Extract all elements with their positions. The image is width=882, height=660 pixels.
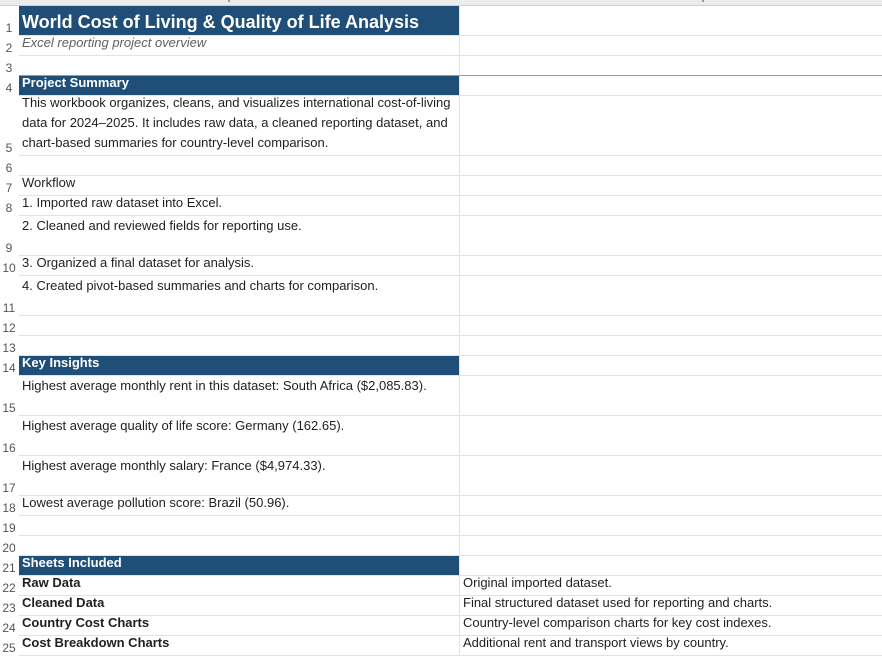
row-number[interactable]: 14 — [2, 361, 16, 375]
row-number[interactable]: 21 — [2, 561, 16, 575]
cell-b1[interactable] — [460, 6, 882, 36]
row-6 — [0, 156, 882, 176]
row-25 — [0, 636, 882, 656]
row-8 — [0, 196, 882, 216]
cell-a6[interactable] — [19, 156, 460, 176]
sheet-name: Cost Breakdown Charts — [22, 636, 170, 650]
cell-b15[interactable] — [460, 376, 882, 416]
row-23 — [0, 596, 882, 616]
cell-b17[interactable] — [460, 456, 882, 496]
row-number[interactable]: 15 — [2, 401, 16, 415]
row-12 — [0, 316, 882, 336]
row-number[interactable]: 9 — [5, 241, 13, 255]
sheet-name: Country Cost Charts — [22, 616, 150, 630]
row-20 — [0, 536, 882, 556]
cell-b8[interactable] — [460, 196, 882, 216]
workflow-step: 1. Imported raw dataset into Excel. — [22, 196, 223, 210]
row-14 — [0, 356, 882, 376]
section-header-project-summary[interactable] — [19, 76, 460, 96]
insight-text: Highest average quality of life score: Germany (162.65). — [22, 418, 345, 433]
sheet-name-cell[interactable] — [19, 636, 460, 656]
section-title: Project Summary — [22, 76, 129, 90]
insight-text: Highest average monthly salary: France ($4,974.33). — [22, 458, 326, 473]
row-11 — [0, 276, 882, 316]
section-title: Sheets Included — [22, 556, 122, 570]
row-3 — [0, 56, 882, 76]
row-number[interactable]: 19 — [2, 521, 16, 535]
cell-b11[interactable] — [460, 276, 882, 316]
row-10 — [0, 256, 882, 276]
row-number[interactable]: 7 — [5, 181, 13, 195]
row-17 — [0, 456, 882, 496]
cell-a12[interactable] — [19, 316, 460, 336]
row-number[interactable]: 12 — [2, 321, 16, 335]
insight-cell[interactable] — [19, 416, 460, 456]
insight-text: Lowest average pollution score: Brazil (50.96). — [22, 496, 290, 510]
cell-b18[interactable] — [460, 496, 882, 516]
workflow-heading: Workflow — [22, 176, 76, 190]
insight-cell[interactable] — [19, 456, 460, 496]
cell-b12[interactable] — [460, 316, 882, 336]
row-5 — [0, 96, 882, 156]
cell-a3[interactable] — [19, 56, 460, 76]
project-summary-text: This workbook organizes, cleans, and visualizes international cost-of-living data for 2024–2025. It includes raw data, a cleaned reporting dataset, and chart-based summaries for country-level comparison. — [22, 96, 451, 150]
row-number[interactable]: 2 — [5, 41, 13, 55]
cell-b19[interactable] — [460, 516, 882, 536]
cell-b10[interactable] — [460, 256, 882, 276]
title-cell[interactable] — [19, 6, 460, 36]
row-24 — [0, 616, 882, 636]
row-number[interactable]: 11 — [2, 301, 16, 315]
cell-b21[interactable] — [460, 556, 882, 576]
row-number[interactable]: 20 — [2, 541, 16, 555]
row-21 — [0, 556, 882, 576]
sheet-description-cell[interactable] — [460, 576, 882, 596]
row-4 — [0, 76, 882, 96]
subtitle-cell[interactable] — [19, 36, 460, 56]
cell-a20[interactable] — [19, 536, 460, 556]
row-number[interactable]: 3 — [5, 61, 13, 75]
row-number[interactable]: 1 — [5, 21, 13, 35]
sheet-description: Additional rent and transport views by country. — [463, 636, 729, 650]
column-marker — [228, 0, 230, 2]
sheet-description-cell[interactable] — [460, 636, 882, 656]
row-2 — [0, 36, 882, 56]
sheet-description: Original imported dataset. — [463, 576, 612, 590]
page-title: World Cost of Living & Quality of Life Analysis — [22, 12, 420, 32]
row-number[interactable]: 17 — [2, 481, 16, 495]
cell-a19[interactable] — [19, 516, 460, 536]
cell-b20[interactable] — [460, 536, 882, 556]
workflow-step: 2. Cleaned and reviewed fields for reporting use. — [22, 218, 302, 233]
row-13 — [0, 336, 882, 356]
cell-b14[interactable] — [460, 356, 882, 376]
row-number[interactable]: 18 — [2, 501, 16, 515]
section-header-key-insights[interactable] — [19, 356, 460, 376]
cell-b7[interactable] — [460, 176, 882, 196]
row-number[interactable]: 13 — [2, 341, 16, 355]
cell-b9[interactable] — [460, 216, 882, 256]
row-number[interactable]: 24 — [2, 621, 16, 635]
row-number[interactable]: 25 — [2, 641, 16, 655]
sheet-description-cell[interactable] — [460, 616, 882, 636]
row-number[interactable]: 22 — [2, 581, 16, 595]
cell-b5[interactable] — [460, 96, 882, 156]
cell-b4[interactable] — [460, 76, 882, 96]
workflow-step: 4. Created pivot-based summaries and charts for comparison. — [22, 278, 379, 293]
cell-b16[interactable] — [460, 416, 882, 456]
workflow-step-cell[interactable] — [19, 216, 460, 256]
sheet-name: Raw Data — [22, 576, 81, 590]
workflow-heading-cell[interactable] — [19, 176, 460, 196]
cell-a13[interactable] — [19, 336, 460, 356]
section-title: Key Insights — [22, 356, 100, 370]
row-9 — [0, 216, 882, 256]
cell-b2[interactable] — [460, 36, 882, 56]
row-22 — [0, 576, 882, 596]
row-16 — [0, 416, 882, 456]
row-15 — [0, 376, 882, 416]
workflow-step-cell[interactable] — [19, 196, 460, 216]
insight-cell[interactable] — [19, 376, 460, 416]
insight-text: Highest average monthly rent in this dataset: South Africa ($2,085.83). — [22, 378, 427, 393]
workflow-step: 3. Organized a final dataset for analysis. — [22, 256, 254, 270]
sheet-name-cell[interactable] — [19, 596, 460, 616]
row-number[interactable]: 5 — [5, 141, 13, 155]
sheet-name: Cleaned Data — [22, 596, 105, 610]
section-header-sheets-included[interactable] — [19, 556, 460, 576]
row-number[interactable]: 23 — [2, 601, 16, 615]
project-summary-cell[interactable] — [19, 96, 460, 156]
column-marker — [702, 0, 704, 2]
insight-cell[interactable] — [19, 496, 460, 516]
row-number[interactable]: 10 — [2, 261, 16, 275]
sheet-description: Final structured dataset used for reporting and charts. — [463, 596, 773, 610]
row-number[interactable]: 6 — [5, 161, 13, 175]
cell-b6[interactable] — [460, 156, 882, 176]
row-1 — [0, 6, 882, 36]
workflow-step-cell[interactable] — [19, 256, 460, 276]
sheet-description: Country-level comparison charts for key cost indexes. — [463, 616, 772, 630]
row-number[interactable]: 16 — [2, 441, 16, 455]
sheet-name-cell[interactable] — [19, 576, 460, 596]
row-number[interactable]: 8 — [5, 201, 13, 215]
cell-b13[interactable] — [460, 336, 882, 356]
cell-b3[interactable] — [460, 56, 882, 76]
row-18 — [0, 496, 882, 516]
row-7 — [0, 176, 882, 196]
subtitle-text: Excel reporting project overview — [22, 36, 207, 50]
sheet-name-cell[interactable] — [19, 616, 460, 636]
row-number[interactable]: 4 — [5, 81, 13, 95]
row-19 — [0, 516, 882, 536]
sheet-description-cell[interactable] — [460, 596, 882, 616]
workflow-step-cell[interactable] — [19, 276, 460, 316]
